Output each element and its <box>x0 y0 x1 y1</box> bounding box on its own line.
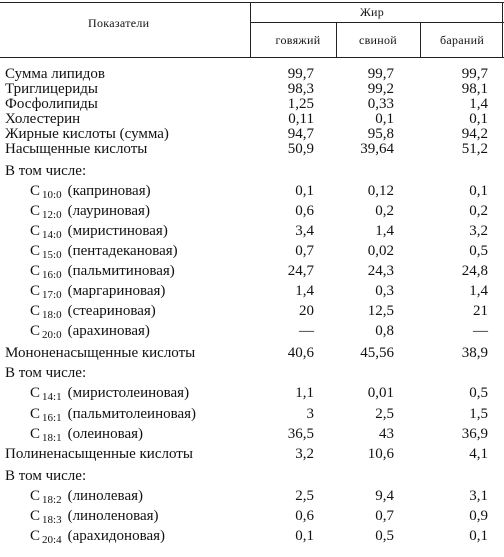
table-row <box>0 488 504 504</box>
acid-symbol: C <box>30 508 41 524</box>
acid-label <box>30 385 189 402</box>
table-row <box>0 183 504 199</box>
acid-subscript: 18:2 <box>42 494 62 506</box>
value-pork: 99,2 <box>367 81 394 97</box>
acid-symbol: C <box>30 406 41 422</box>
row-label: Триглицериды <box>5 81 98 97</box>
table-row <box>0 345 504 361</box>
acid-label <box>30 488 143 505</box>
value-beef: 1,25 <box>287 96 314 112</box>
acid-name: (пальмитиновая) <box>67 263 175 279</box>
table-row <box>0 508 504 524</box>
row-label: Сумма липидов <box>5 66 106 82</box>
value-beef: 2,5 <box>295 488 314 504</box>
acid-subscript: 14:1 <box>42 391 62 403</box>
value-beef: 0,1 <box>295 528 314 544</box>
table-row <box>0 163 504 179</box>
value-mutton: 94,2 <box>461 126 488 142</box>
row-label: В том числе: <box>5 163 87 179</box>
value-pork: 0,12 <box>367 183 394 199</box>
acid-symbol: C <box>30 203 41 219</box>
value-pork: 0,8 <box>375 323 394 339</box>
indicators-header: Показатели <box>88 16 150 30</box>
value-pork: 24,3 <box>367 263 394 279</box>
table-row <box>0 141 504 157</box>
row-label: Жирные кислоты (сумма) <box>5 126 169 142</box>
table-row <box>0 446 504 462</box>
value-mutton: 98,1 <box>461 81 488 97</box>
value-beef: 0,6 <box>295 508 314 524</box>
acid-name: (олеиновая) <box>67 426 144 442</box>
value-pork: 99,7 <box>367 66 394 82</box>
fat-subheader-rule <box>250 22 504 23</box>
acid-label <box>30 223 168 240</box>
acid-label <box>30 283 165 300</box>
table-row <box>0 81 504 97</box>
value-beef: 0,1 <box>295 183 314 199</box>
value-pork: 0,7 <box>375 508 394 524</box>
table-row <box>0 243 504 259</box>
value-mutton: 1,4 <box>469 96 488 112</box>
value-pork: 0,02 <box>367 243 394 259</box>
table-row <box>0 283 504 299</box>
value-mutton: 1,5 <box>469 406 488 422</box>
value-mutton: 36,9 <box>461 426 488 442</box>
row-label: Насыщенные кислоты <box>5 141 148 157</box>
table-row <box>0 111 504 127</box>
acid-label <box>30 508 159 525</box>
value-beef: 94,7 <box>287 126 314 142</box>
acid-label <box>30 183 151 200</box>
acid-subscript: 14:0 <box>42 229 62 241</box>
acid-subscript: 20:0 <box>42 329 62 341</box>
acid-name: (каприновая) <box>67 183 151 199</box>
value-pork: 12,5 <box>367 303 394 319</box>
value-pork: 9,4 <box>375 488 394 504</box>
value-mutton: 24,8 <box>461 263 488 279</box>
value-pork: 0,1 <box>375 111 394 127</box>
value-pork: 1,4 <box>375 223 394 239</box>
table-row <box>0 323 504 339</box>
acid-symbol: C <box>30 183 41 199</box>
value-beef: 0,11 <box>288 111 314 127</box>
acid-label <box>30 323 150 340</box>
acid-name: (маргариновая) <box>67 283 166 299</box>
value-beef: 36,5 <box>287 426 314 442</box>
table-row <box>0 528 504 544</box>
table-row <box>0 365 504 381</box>
table-top-rule <box>0 2 504 3</box>
acid-name: (миристиновая) <box>67 223 168 239</box>
acid-label <box>30 303 156 320</box>
table-row <box>0 223 504 239</box>
acid-name: (миристолеиновая) <box>67 385 190 401</box>
header-divider-1 <box>336 22 337 57</box>
acid-name: (стеариновая) <box>67 303 156 319</box>
acid-label <box>30 426 143 443</box>
table-row <box>0 96 504 112</box>
column-header-mutton: бараний <box>439 33 485 47</box>
value-pork: 10,6 <box>367 446 394 462</box>
acid-name: (лауриновая) <box>67 203 150 219</box>
table-row <box>0 203 504 219</box>
value-mutton: 0,9 <box>469 508 488 524</box>
value-beef: 0,7 <box>295 243 314 259</box>
fat-header: Жир <box>360 5 385 19</box>
acid-name: (арахиновая) <box>67 323 150 339</box>
acid-symbol: C <box>30 283 41 299</box>
value-pork: 45,56 <box>360 345 394 361</box>
acid-subscript: 15:0 <box>42 249 62 261</box>
row-label: Полиненасыщенные кислоты <box>5 446 193 462</box>
value-pork: 43 <box>379 426 394 442</box>
acid-label <box>30 528 165 545</box>
value-pork: 0,01 <box>367 385 394 401</box>
value-beef: 50,9 <box>287 141 314 157</box>
value-beef: 1,4 <box>295 283 314 299</box>
acid-name: (арахидоновая) <box>67 528 166 544</box>
value-mutton: 51,2 <box>461 141 488 157</box>
value-pork: 0,33 <box>367 96 394 112</box>
value-beef: 3,4 <box>295 223 314 239</box>
table-row <box>0 126 504 142</box>
header-divider-2 <box>420 22 421 57</box>
value-mutton: 99,7 <box>461 66 488 82</box>
acid-label <box>30 243 178 260</box>
table-row <box>0 406 504 422</box>
table-row <box>0 426 504 442</box>
value-mutton: 0,5 <box>469 385 488 401</box>
value-beef: 3,2 <box>295 446 314 462</box>
value-mutton: 1,4 <box>469 283 488 299</box>
value-mutton: 3,1 <box>469 488 488 504</box>
acid-subscript: 10:0 <box>42 189 62 201</box>
acid-symbol: C <box>30 303 41 319</box>
value-beef: 24,7 <box>287 263 314 279</box>
value-beef: 3 <box>306 406 314 422</box>
value-mutton: 3,2 <box>469 223 488 239</box>
acid-label <box>30 406 196 423</box>
value-pork: 0,5 <box>375 528 394 544</box>
row-label: Мононенасыщенные кислоты <box>5 345 196 361</box>
value-beef: 1,1 <box>295 385 314 401</box>
acid-label <box>30 263 175 280</box>
value-mutton: 0,1 <box>469 528 488 544</box>
acid-subscript: 20:4 <box>42 534 62 546</box>
value-mutton: 0,1 <box>469 183 488 199</box>
header-bottom-rule <box>0 57 504 58</box>
table-row <box>0 385 504 401</box>
acid-subscript: 18:1 <box>42 432 62 444</box>
acid-subscript: 16:1 <box>42 412 62 424</box>
value-pork: 95,8 <box>367 126 394 142</box>
acid-label <box>30 203 150 220</box>
acid-symbol: C <box>30 528 41 544</box>
row-label: В том числе: <box>5 468 87 484</box>
value-beef: — <box>299 323 314 339</box>
value-mutton: 0,1 <box>469 111 488 127</box>
table-row <box>0 303 504 319</box>
row-label: Холестерин <box>5 111 81 127</box>
value-pork: 0,2 <box>375 203 394 219</box>
column-header-beef: говяжий <box>275 33 321 47</box>
header-divider-right <box>502 2 503 57</box>
acid-name: (пальмитолеиновая) <box>67 406 197 422</box>
acid-name: (линолевая) <box>67 488 143 504</box>
acid-subscript: 17:0 <box>42 289 62 301</box>
acid-subscript: 12:0 <box>42 209 62 221</box>
acid-subscript: 18:3 <box>42 514 62 526</box>
column-header-pork: свиной <box>358 33 398 47</box>
row-label: В том числе: <box>5 365 87 381</box>
value-mutton: 4,1 <box>469 446 488 462</box>
value-pork: 0,3 <box>375 283 394 299</box>
value-beef: 98,3 <box>287 81 314 97</box>
acid-subscript: 16:0 <box>42 269 62 281</box>
table-row <box>0 468 504 484</box>
value-beef: 0,6 <box>295 203 314 219</box>
value-mutton: 21 <box>473 303 488 319</box>
value-mutton: 38,9 <box>461 345 488 361</box>
value-beef: 40,6 <box>287 345 314 361</box>
value-mutton: 0,2 <box>469 203 488 219</box>
acid-name: (линоленовая) <box>67 508 159 524</box>
value-beef: 99,7 <box>287 66 314 82</box>
value-mutton: 0,5 <box>469 243 488 259</box>
acid-symbol: C <box>30 223 41 239</box>
row-label: Фосфолипиды <box>5 96 98 112</box>
table-row <box>0 263 504 279</box>
acid-symbol: C <box>30 385 41 401</box>
acid-name: (пентадекановая) <box>67 243 178 259</box>
acid-symbol: C <box>30 426 41 442</box>
table-row <box>0 66 504 82</box>
value-pork: 2,5 <box>375 406 394 422</box>
acid-symbol: C <box>30 263 41 279</box>
value-mutton: — <box>473 323 488 339</box>
header-divider-main <box>250 2 251 57</box>
acid-symbol: C <box>30 323 41 339</box>
value-beef: 20 <box>299 303 314 319</box>
acid-symbol: C <box>30 243 41 259</box>
acid-subscript: 18:0 <box>42 309 62 321</box>
value-pork: 39,64 <box>360 141 394 157</box>
acid-symbol: C <box>30 488 41 504</box>
